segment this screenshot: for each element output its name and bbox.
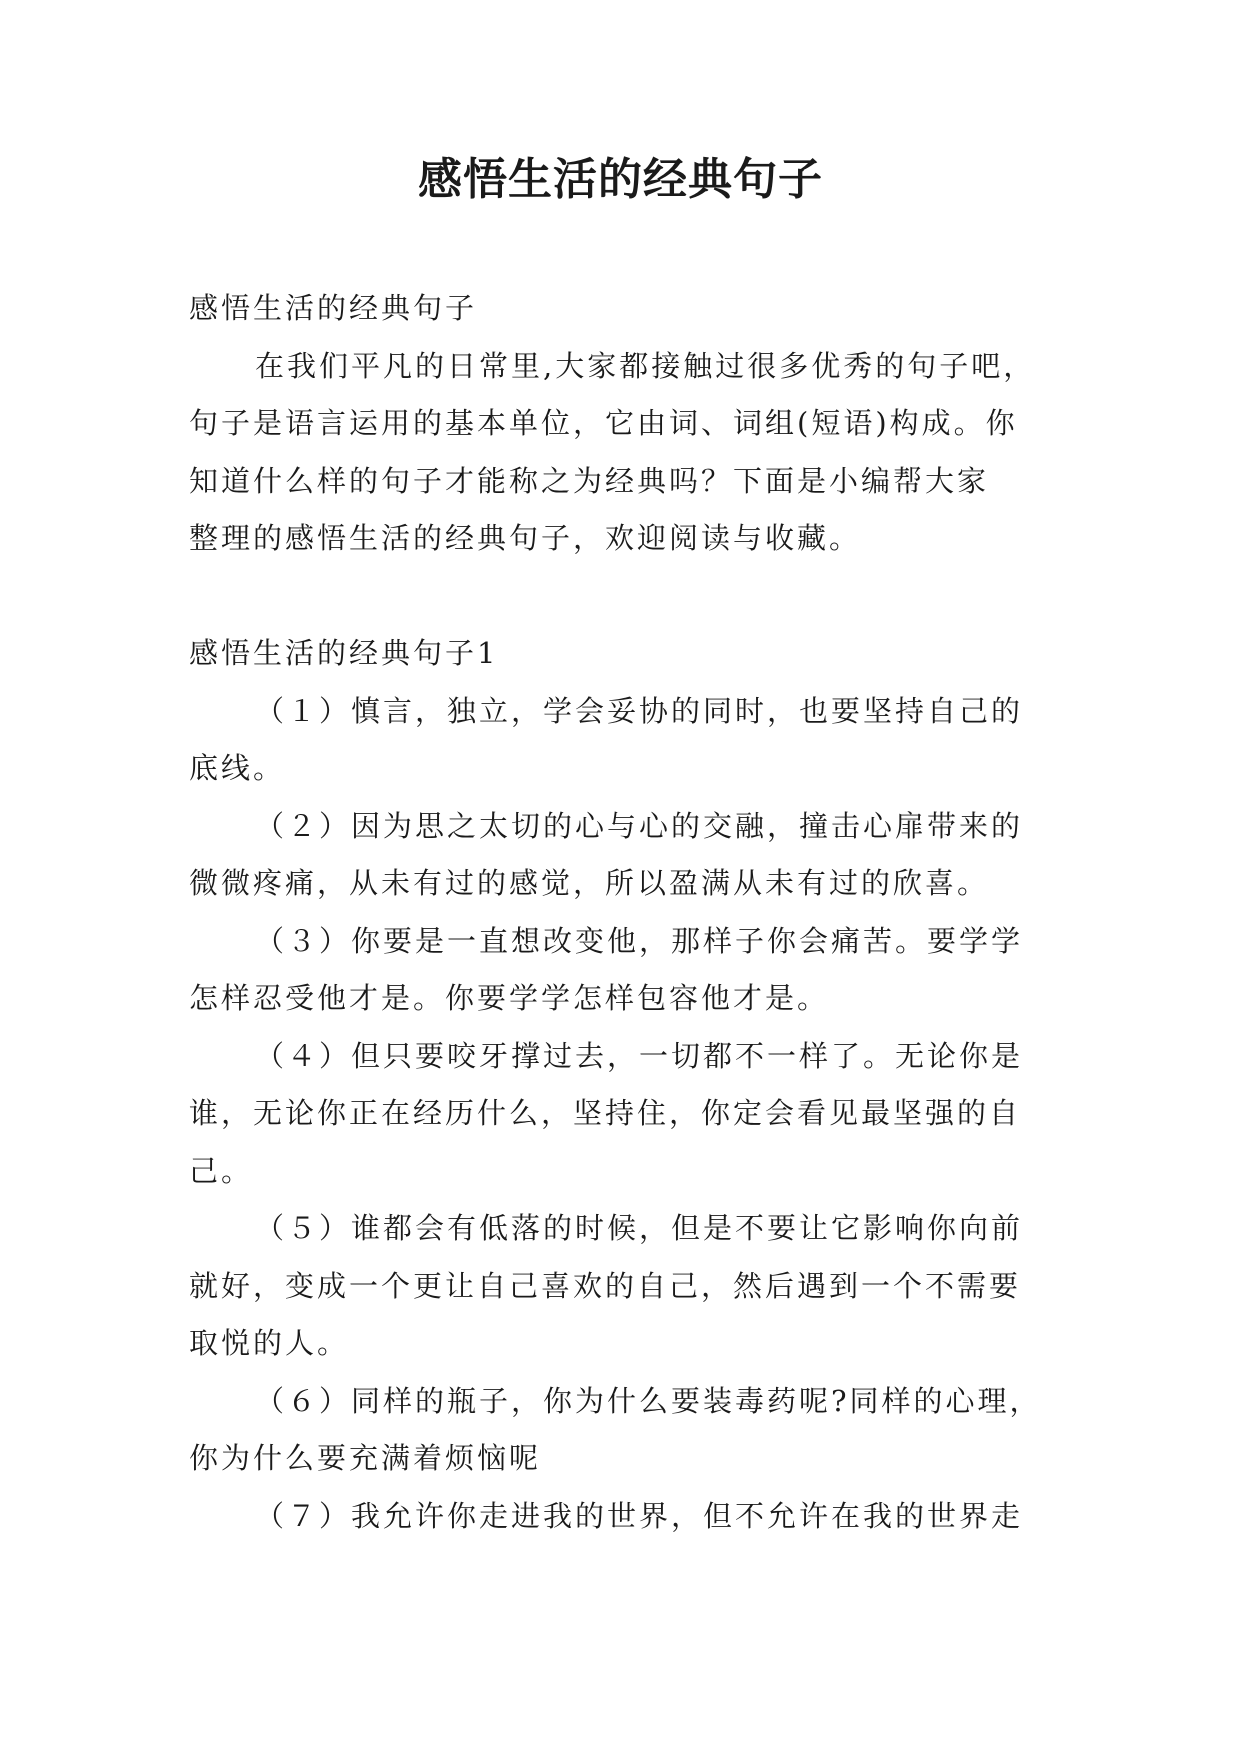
quote-line: 己。 bbox=[189, 1153, 254, 1188]
quote-line: （１）慎言，独立，学会妥协的同时，也要坚持自己的 bbox=[255, 693, 1024, 728]
quote-item-1 bbox=[189, 683, 1049, 798]
quote-item-5 bbox=[189, 1200, 1049, 1373]
intro-paragraph bbox=[189, 338, 1049, 568]
intro-line: 句子是语言运用的基本单位，它由词、词组(短语)构成。你 bbox=[189, 406, 1018, 440]
subtitle: 感悟生活的经典句子 bbox=[189, 291, 478, 325]
paragraph-gap bbox=[189, 568, 1049, 626]
quote-line: 谁，无论你正在经历什么，坚持住，你定会看见最坚强的自 bbox=[189, 1096, 1022, 1130]
quote-line: 怎样忍受他才是。你要学学怎样包容他才是。 bbox=[189, 981, 830, 1015]
intro-line: 在我们平凡的日常里,大家都接触过很多优秀的句子吧， bbox=[255, 348, 1036, 383]
quote-item-4 bbox=[189, 1028, 1049, 1201]
quote-line: 就好，变成一个更让自己喜欢的自己，然后遇到一个不需要 bbox=[189, 1268, 1022, 1303]
quote-line: （２）因为思之太切的心与心的交融，撞击心扉带来的 bbox=[255, 808, 1024, 843]
quote-line: （４）但只要咬牙撑过去，一切都不一样了。无论你是 bbox=[255, 1038, 1024, 1073]
quote-line: （５）谁都会有低落的时候，但是不要让它影响你向前 bbox=[255, 1211, 1024, 1245]
quote-item-3 bbox=[189, 913, 1049, 1028]
intro-line: 整理的感悟生活的经典句子，欢迎阅读与收藏。 bbox=[189, 521, 862, 555]
quote-line: 取悦的人。 bbox=[189, 1326, 350, 1360]
section-heading: 感悟生活的经典句子1 bbox=[189, 636, 499, 670]
document-body bbox=[189, 280, 1049, 1545]
quote-line: （７）我允许你走进我的世界，但不允许在我的世界走 bbox=[255, 1498, 1024, 1533]
intro-line: 知道什么样的句子才能称之为经典吗？下面是小编帮大家 bbox=[189, 463, 990, 498]
quote-line: （６）同样的瓶子，你为什么要装毒药呢?同样的心理， bbox=[255, 1383, 1042, 1418]
document-title: 感悟生活的经典句子 bbox=[418, 154, 823, 205]
quote-line: 底线。 bbox=[189, 751, 286, 785]
quote-item-2 bbox=[189, 798, 1049, 913]
quote-line: 你为什么要充满着烦恼呢 bbox=[189, 1441, 542, 1475]
quote-item-6 bbox=[189, 1373, 1049, 1488]
quote-line: 微微疼痛，从未有过的感觉，所以盈满从未有过的欣喜。 bbox=[189, 866, 990, 900]
quote-item-7 bbox=[189, 1488, 1049, 1546]
quote-line: （３）你要是一直想改变他，那样子你会痛苦。要学学 bbox=[255, 923, 1024, 958]
